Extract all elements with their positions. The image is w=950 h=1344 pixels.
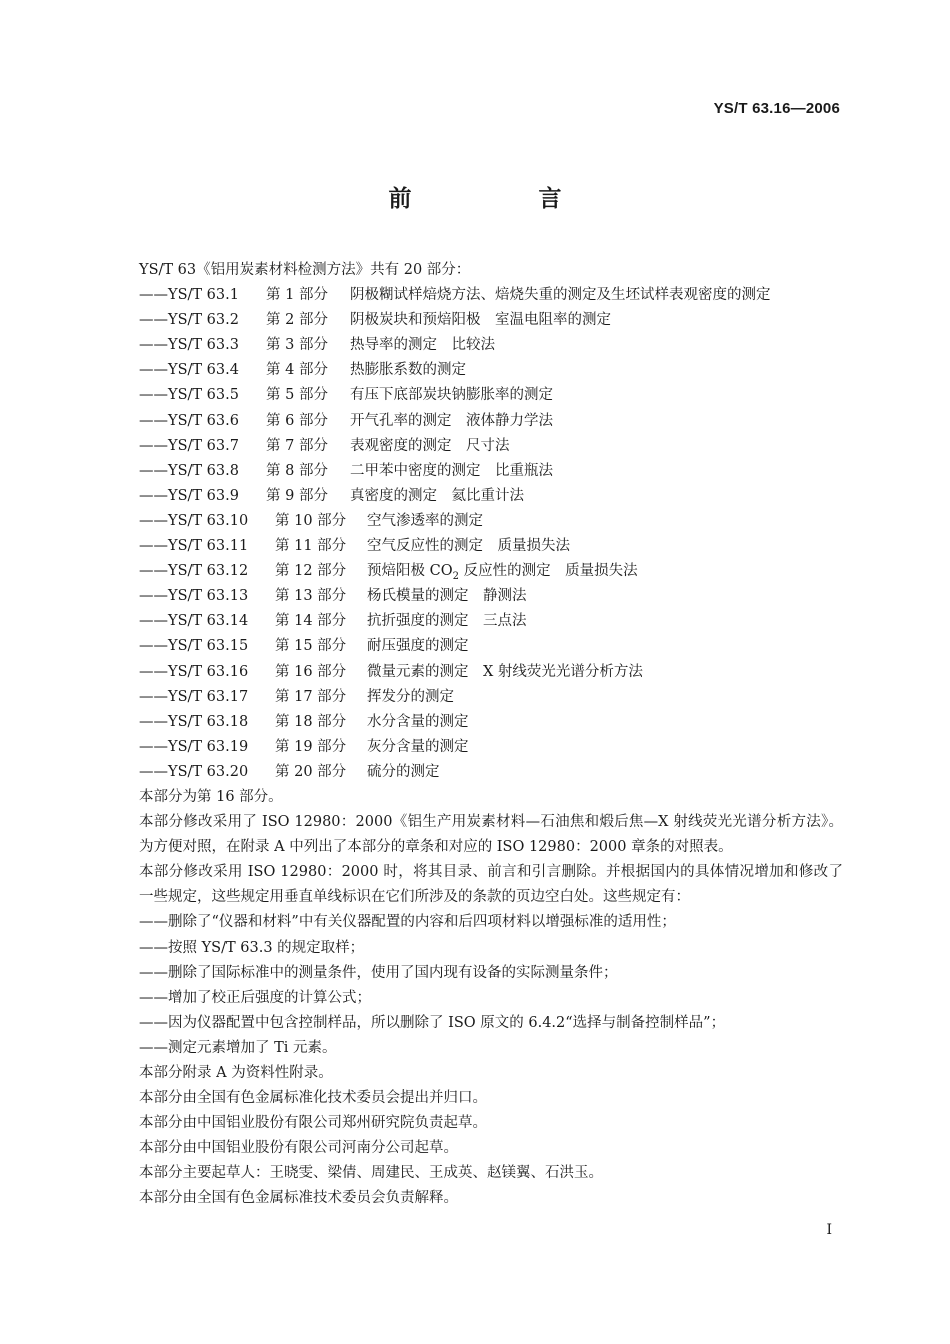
part-code: YS/T 63.1: [168, 287, 239, 304]
part-name: 表观密度的测定 尺寸法: [350, 437, 510, 454]
part-item: [107, 308, 843, 333]
dash-mark: ——: [139, 337, 168, 354]
part-item: [107, 459, 843, 484]
closing-line: 本部分由全国有色金属标准化技术委员会提出并归口。: [139, 1090, 487, 1107]
intro-line: YS/T 63《铝用炭素材料检测方法》共有 20 部分：: [139, 262, 471, 278]
dash-mark: ——: [139, 613, 168, 630]
part-code: YS/T 63.12: [168, 563, 249, 580]
part-number: 第 11 部分: [275, 538, 347, 555]
part-name: 预焙阳极 CO: [367, 563, 453, 580]
iso-paragraph-text: 本部分修改采用了 ISO 12980：2000《铝生产用炭素材料—石油焦和煅后焦—X 射线荧光光谱分析方法》。为方便对照，在附录 A 中列出了本部分的章条和对应的 ISO 12980：2000 章条的对照表。: [139, 814, 843, 856]
part-code: YS/T 63.3: [168, 337, 239, 354]
change-item: ——测定元素增加了 Ti 元素。: [139, 1039, 337, 1056]
dash-mark: ——: [139, 713, 168, 730]
part-number: 第 3 部分: [266, 337, 328, 354]
part-name: 杨氏模量的测定 静测法: [367, 588, 527, 605]
part-number: 第 19 部分: [275, 738, 347, 755]
part-item: [107, 409, 843, 434]
part-name: 有压下底部炭块钠膨胀率的测定: [350, 387, 553, 404]
dash-mark: ——: [139, 638, 168, 655]
dash-mark: ——: [139, 588, 168, 605]
part-number: 第 14 部分: [275, 613, 347, 630]
part-code: YS/T 63.18: [168, 713, 249, 730]
part-name: 挥发分的测定: [367, 688, 454, 705]
part-name: 空气渗透率的测定: [367, 512, 483, 529]
part-code: YS/T 63.14: [168, 613, 249, 630]
part-item: [107, 333, 843, 358]
dash-mark: ——: [139, 287, 168, 304]
part-item: [107, 434, 843, 459]
part-item: [107, 685, 843, 710]
part-number: 第 9 部分: [266, 487, 328, 504]
closing-list: [107, 1061, 843, 1212]
change-item: ——按照 YS/T 63.3 的规定取样；: [139, 939, 365, 956]
part-name: 空气反应性的测定 质量损失法: [367, 538, 570, 555]
part-number: 第 1 部分: [266, 287, 328, 304]
change-item: ——删除了“仪器和材料”中有关仪器配置的内容和后四项材料以增强标准的适用性；: [139, 914, 676, 931]
part-item: [107, 609, 843, 634]
iso-paragraph: [107, 810, 843, 860]
part-name: 耐压强度的测定: [367, 638, 469, 655]
part-name: 二甲苯中密度的测定 比重瓶法: [350, 462, 553, 479]
dash-mark: ——: [139, 538, 168, 555]
part-item: [107, 358, 843, 383]
dash-mark: ——: [139, 312, 168, 329]
part-name-suffix: 反应性的测定 质量损失法: [458, 563, 638, 580]
dash-mark: ——: [139, 462, 168, 479]
closing-line: 本部分由中国铝业股份有限公司河南分公司起草。: [139, 1140, 458, 1157]
part-code: YS/T 63.16: [168, 663, 249, 680]
part-name: 阴极糊试样焙烧方法、焙烧失重的测定及生坯试样表观密度的测定: [350, 287, 771, 304]
standard-code: YS/T 63.16—2006: [713, 100, 840, 117]
page-number: I: [826, 1222, 832, 1238]
part-number: 第 6 部分: [266, 412, 328, 429]
part-item: [107, 710, 843, 735]
part-item: [107, 760, 843, 785]
part-code: YS/T 63.2: [168, 312, 239, 329]
part-number: 第 13 部分: [275, 588, 347, 605]
part-name: 阴极炭块和预焙阳极 室温电阻率的测定: [350, 312, 611, 329]
part-item: [107, 660, 843, 685]
closing-line: 本部分由全国有色金属标准技术委员会负责解释。: [139, 1190, 458, 1207]
part-item: [107, 283, 843, 308]
part-code: YS/T 63.9: [168, 487, 239, 504]
part-number: 第 2 部分: [266, 312, 328, 329]
part-code: YS/T 63.20: [168, 763, 249, 780]
part-item: [107, 534, 843, 559]
part-code: YS/T 63.8: [168, 462, 239, 479]
dash-mark: ——: [139, 387, 168, 404]
part-name: 开气孔率的测定 液体静力学法: [350, 412, 553, 429]
part-name: 热导率的测定 比较法: [350, 337, 495, 354]
modification-paragraph-text: 本部分修改采用 ISO 12980：2000 时，将其目录、前言和引言删除。并根据国内的具体情况增加和修改了一些规定，这些规定用垂直单线标识在它们所涉及的条款的页边空白处。这些规定有：: [139, 864, 843, 906]
dash-mark: ——: [139, 512, 168, 529]
part-item: [107, 484, 843, 509]
part-code: YS/T 63.17: [168, 688, 249, 705]
part-number: 第 15 部分: [275, 638, 347, 655]
part-item: [107, 735, 843, 760]
part-code: YS/T 63.6: [168, 412, 239, 429]
this-part-line: 本部分为第 16 部分。: [139, 788, 283, 805]
dash-mark: ——: [139, 362, 168, 379]
part-code: YS/T 63.10: [168, 512, 249, 529]
dash-mark: ——: [139, 738, 168, 755]
part-name: 真密度的测定 氦比重计法: [350, 487, 524, 504]
part-code: YS/T 63.5: [168, 387, 239, 404]
dash-mark: ——: [139, 688, 168, 705]
part-code: YS/T 63.7: [168, 437, 239, 454]
part-item: [107, 509, 843, 534]
part-number: 第 20 部分: [275, 763, 347, 780]
part-number: 第 18 部分: [275, 713, 347, 730]
part-name: 硫分的测定: [367, 763, 440, 780]
part-code: YS/T 63.13: [168, 588, 249, 605]
part-number: 第 16 部分: [275, 663, 347, 680]
part-name: 水分含量的测定: [367, 713, 469, 730]
closing-line: 本部分主要起草人：王晓雯、梁倩、周建民、王成英、赵镁翼、石洪玉。: [139, 1165, 603, 1182]
closing-line: 本部分附录 A 为资料性附录。: [139, 1065, 333, 1081]
part-number: 第 8 部分: [266, 462, 328, 479]
part-name-subscript: 2: [452, 571, 459, 583]
part-item: [107, 383, 843, 408]
dash-mark: ——: [139, 563, 168, 580]
change-item: ——增加了校正后强度的计算公式；: [139, 989, 371, 1006]
part-name: 微量元素的测定 X 射线荧光光谱分析方法: [367, 663, 643, 680]
document-body: [107, 258, 843, 1212]
closing-line: 本部分由中国铝业股份有限公司郑州研究院负责起草。: [139, 1115, 487, 1132]
dash-mark: ——: [139, 437, 168, 454]
part-number: 第 17 部分: [275, 688, 347, 705]
part-code: YS/T 63.4: [168, 362, 239, 379]
part-number: 第 4 部分: [266, 362, 328, 379]
modification-paragraph: [107, 860, 843, 910]
part-number: 第 5 部分: [266, 387, 328, 404]
part-code: YS/T 63.15: [168, 638, 249, 655]
dash-mark: ——: [139, 487, 168, 504]
change-item: ——删除了国际标准中的测量条件，使用了国内现有设备的实际测量条件；: [139, 964, 618, 981]
part-number: 第 7 部分: [266, 437, 328, 454]
parts-list: [107, 283, 843, 785]
part-code: YS/T 63.19: [168, 738, 249, 755]
part-name: 灰分含量的测定: [367, 738, 469, 755]
part-name: 热膨胀系数的测定: [350, 362, 466, 379]
change-item: ——因为仪器配置中包含控制样品，所以删除了 ISO 原文的 6.4.2“选择与制备控制样品”；: [139, 1014, 726, 1031]
part-code: YS/T 63.11: [168, 538, 249, 555]
part-item: [107, 634, 843, 659]
page-title: 前 言: [388, 186, 614, 212]
dash-mark: ——: [139, 412, 168, 429]
dash-mark: ——: [139, 763, 168, 780]
part-item: [107, 584, 843, 609]
part-item: [107, 559, 843, 584]
part-name: 抗折强度的测定 三点法: [367, 613, 527, 630]
part-number: 第 10 部分: [275, 512, 347, 529]
part-number: 第 12 部分: [275, 563, 347, 580]
dash-mark: ——: [139, 663, 168, 680]
changes-list: [107, 910, 843, 1061]
